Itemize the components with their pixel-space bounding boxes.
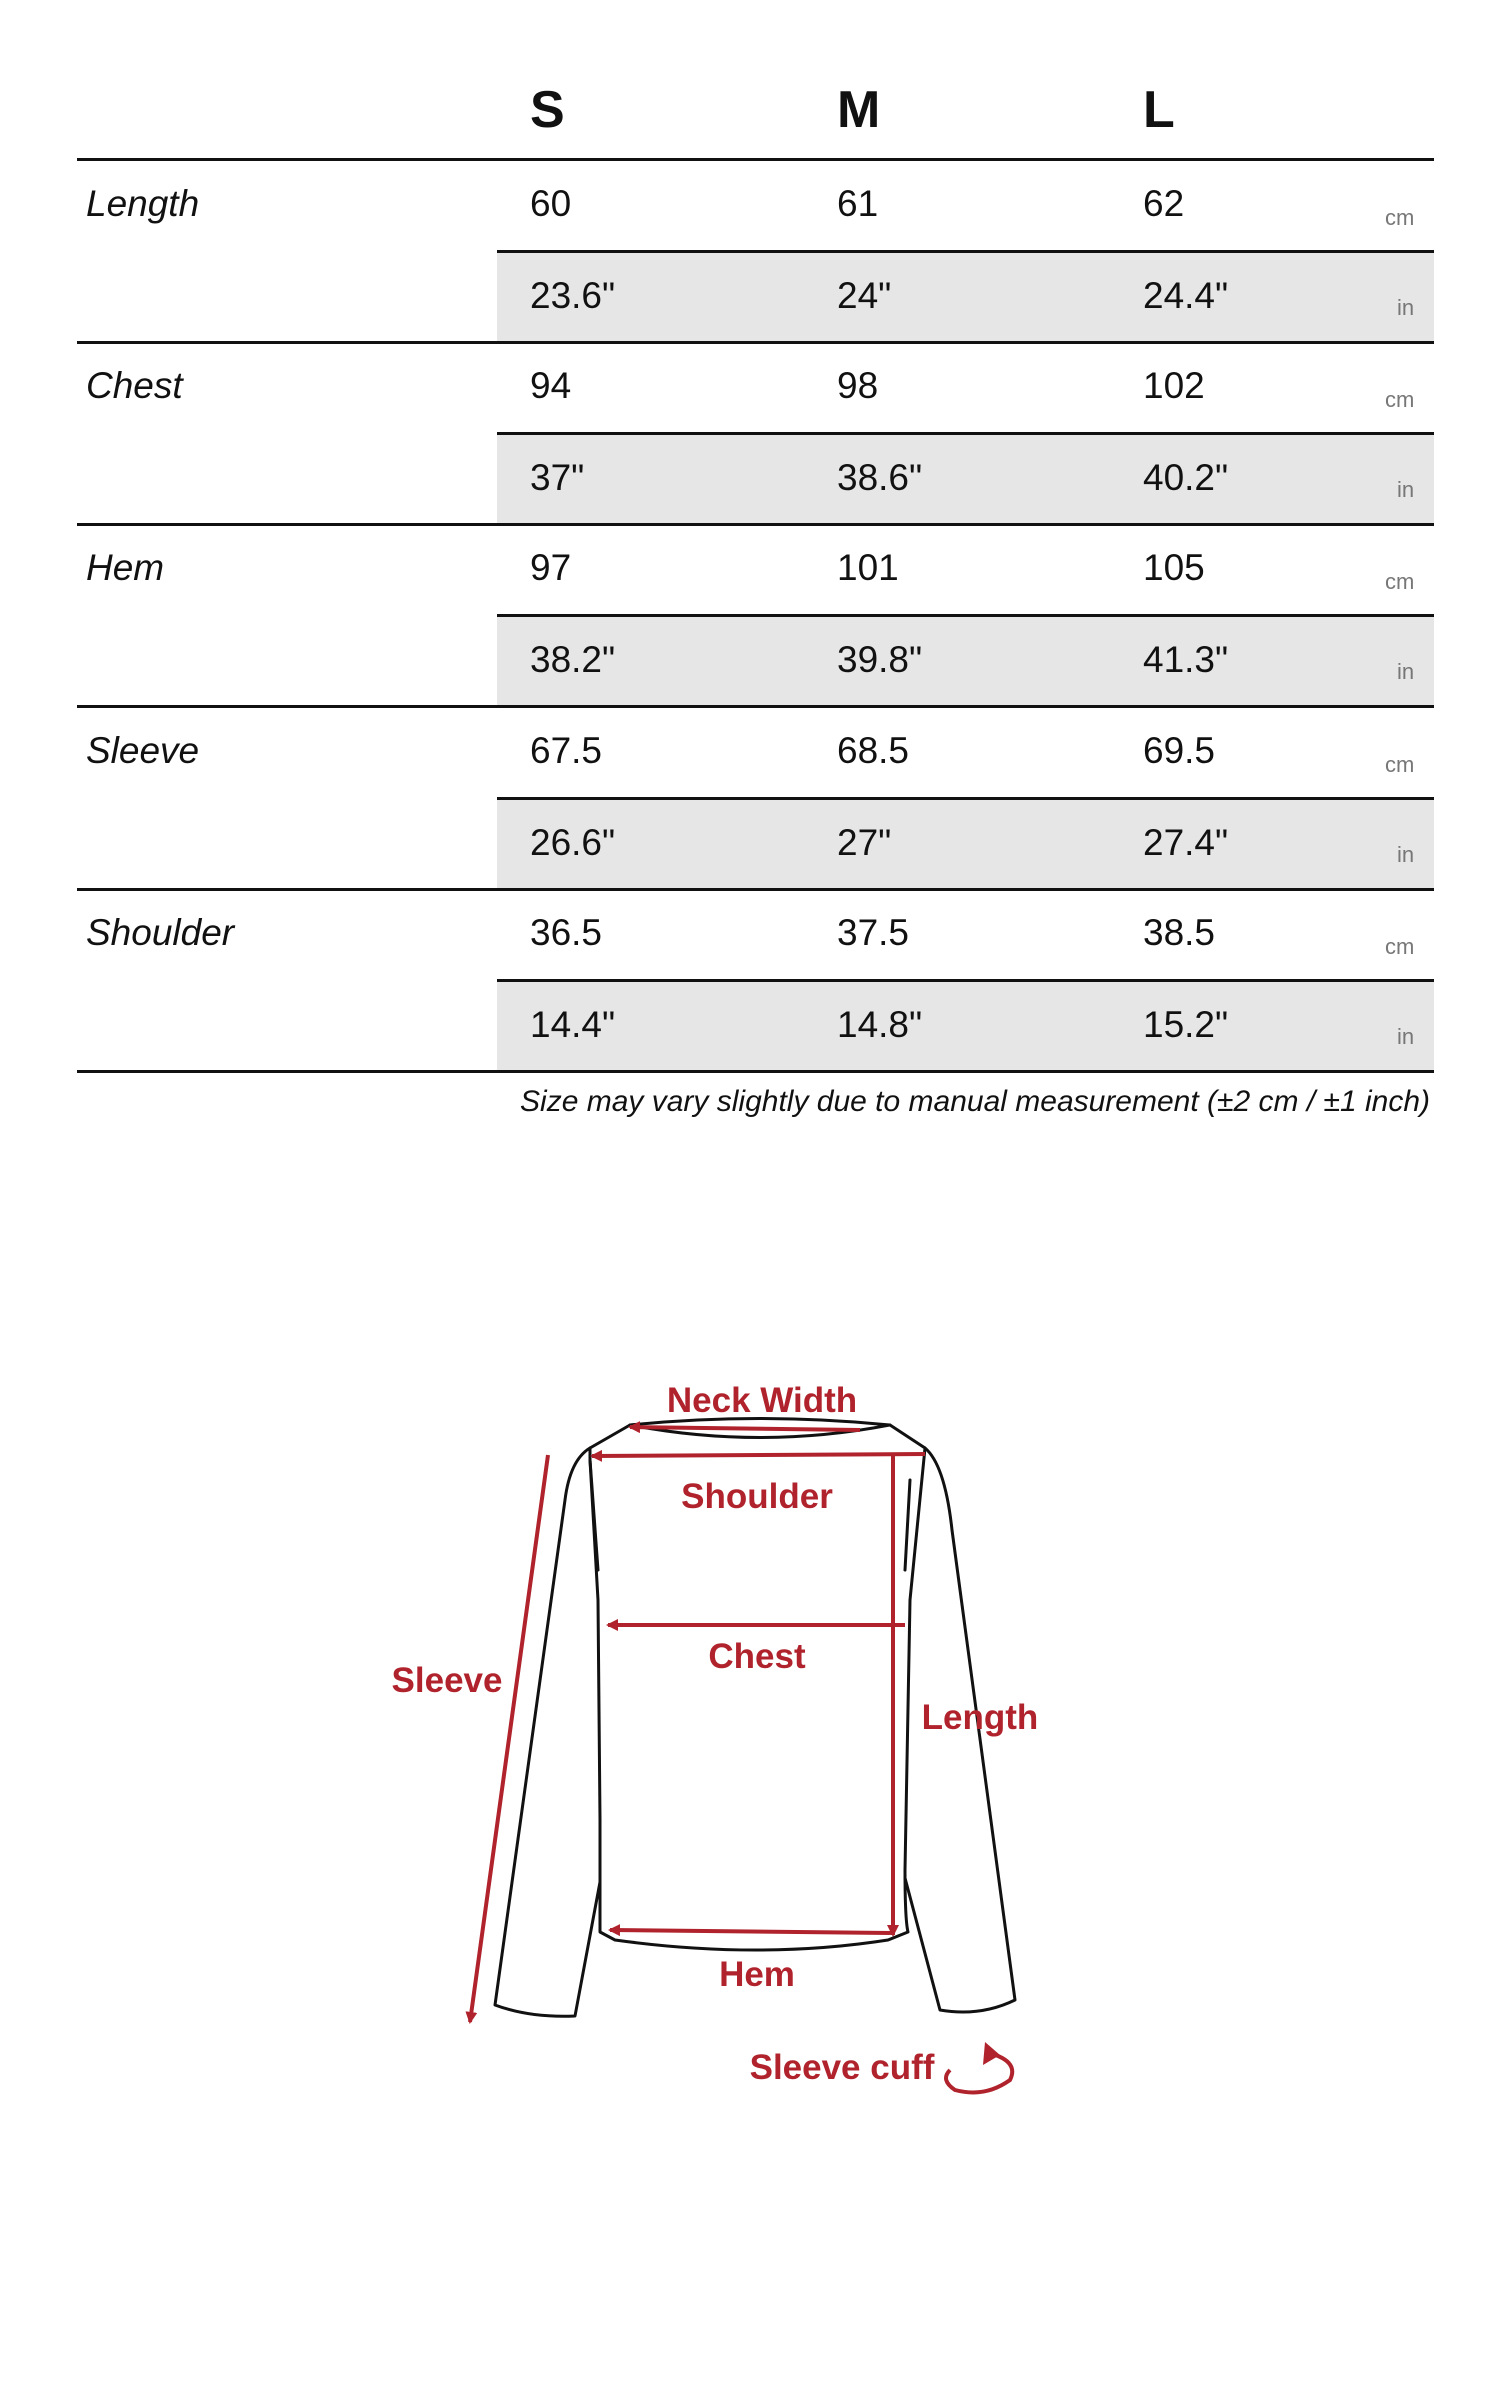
cell-chest-s-in: 37" bbox=[530, 457, 585, 498]
divider bbox=[497, 250, 1434, 253]
cell-shoulder-l-cm: 38.5 bbox=[1143, 912, 1216, 953]
cell-shoulder-s-in: 14.4" bbox=[530, 1004, 616, 1045]
sleeve-arrow bbox=[470, 1455, 548, 2022]
divider bbox=[77, 341, 1434, 344]
size-header-l: L bbox=[1143, 81, 1175, 139]
row-label-hem: Hem bbox=[86, 547, 165, 588]
garment-diagram bbox=[0, 1300, 1500, 2200]
row-label-length: Length bbox=[86, 183, 200, 224]
right-armhole-seam bbox=[905, 1480, 910, 1570]
label-sleeve: Sleeve bbox=[391, 1661, 503, 1700]
divider bbox=[77, 888, 1434, 891]
row-shade bbox=[497, 253, 1434, 342]
row-label-shoulder: Shoulder bbox=[86, 912, 235, 953]
size-header-s: S bbox=[530, 81, 565, 139]
cell-length-l-cm: 62 bbox=[1143, 183, 1185, 224]
cell-hem-m-in: 39.8" bbox=[837, 639, 923, 680]
unit-cm: cm bbox=[1385, 569, 1415, 594]
label-length: Length bbox=[921, 1698, 1039, 1737]
cell-chest-m-cm: 98 bbox=[837, 365, 879, 406]
divider bbox=[77, 523, 1434, 526]
unit-cm: cm bbox=[1385, 934, 1415, 959]
cell-length-s-in: 23.6" bbox=[530, 275, 616, 316]
shoulder-arrow bbox=[592, 1454, 925, 1456]
divider bbox=[497, 979, 1434, 982]
divider bbox=[77, 1070, 1434, 1073]
divider bbox=[497, 614, 1434, 617]
row-shade bbox=[497, 982, 1434, 1071]
unit-cm: cm bbox=[1385, 752, 1415, 777]
unit-in: in bbox=[1397, 1024, 1415, 1049]
size-header-m: M bbox=[837, 81, 881, 139]
cell-shoulder-s-cm: 36.5 bbox=[530, 912, 603, 953]
cell-shoulder-l-in: 15.2" bbox=[1143, 1004, 1229, 1045]
label-hem: Hem bbox=[719, 1955, 795, 1994]
cell-hem-l-in: 41.3" bbox=[1143, 639, 1229, 680]
divider bbox=[497, 432, 1434, 435]
row-shade bbox=[497, 800, 1434, 889]
sleeve-cuff-arrowhead bbox=[983, 2042, 1000, 2065]
label-sleeve-cuff: Sleeve cuff bbox=[749, 2048, 935, 2087]
cell-sleeve-l-cm: 69.5 bbox=[1143, 730, 1216, 771]
cell-sleeve-l-in: 27.4" bbox=[1143, 822, 1229, 863]
cell-chest-m-in: 38.6" bbox=[837, 457, 923, 498]
row-shade bbox=[497, 435, 1434, 524]
cell-chest-l-cm: 102 bbox=[1143, 365, 1205, 406]
unit-cm: cm bbox=[1385, 205, 1415, 230]
cell-sleeve-s-in: 26.6" bbox=[530, 822, 616, 863]
cell-sleeve-m-cm: 68.5 bbox=[837, 730, 910, 771]
cell-shoulder-m-cm: 37.5 bbox=[837, 912, 910, 953]
unit-in: in bbox=[1397, 477, 1415, 502]
row-label-chest: Chest bbox=[86, 365, 183, 406]
unit-in: in bbox=[1397, 842, 1415, 867]
cell-chest-s-cm: 94 bbox=[530, 365, 572, 406]
cell-hem-m-cm: 101 bbox=[837, 547, 899, 588]
label-neck-width: Neck Width bbox=[666, 1381, 858, 1420]
measurement-note: Size may vary slightly due to manual measurement (±2 cm / ±1 inch) bbox=[520, 1085, 1430, 1118]
cell-hem-l-cm: 105 bbox=[1143, 547, 1205, 588]
hem-arrow bbox=[610, 1930, 895, 1933]
cell-length-s-cm: 60 bbox=[530, 183, 572, 224]
cell-shoulder-m-in: 14.8" bbox=[837, 1004, 923, 1045]
row-label-sleeve: Sleeve bbox=[86, 730, 200, 771]
divider bbox=[497, 797, 1434, 800]
cell-hem-s-in: 38.2" bbox=[530, 639, 616, 680]
cell-sleeve-s-cm: 67.5 bbox=[530, 730, 603, 771]
sleeve-cuff-arrow bbox=[946, 2052, 1012, 2092]
unit-in: in bbox=[1397, 659, 1415, 684]
label-shoulder: Shoulder bbox=[681, 1477, 833, 1516]
divider bbox=[77, 158, 1434, 161]
cell-chest-l-in: 40.2" bbox=[1143, 457, 1229, 498]
row-shade bbox=[497, 617, 1434, 706]
unit-in: in bbox=[1397, 295, 1415, 320]
cell-length-m-in: 24" bbox=[837, 275, 892, 316]
cell-sleeve-m-in: 27" bbox=[837, 822, 892, 863]
cell-length-m-cm: 61 bbox=[837, 183, 879, 224]
label-chest: Chest bbox=[708, 1637, 806, 1676]
cell-hem-s-cm: 97 bbox=[530, 547, 572, 588]
unit-cm: cm bbox=[1385, 387, 1415, 412]
cell-length-l-in: 24.4" bbox=[1143, 275, 1229, 316]
divider bbox=[77, 705, 1434, 708]
